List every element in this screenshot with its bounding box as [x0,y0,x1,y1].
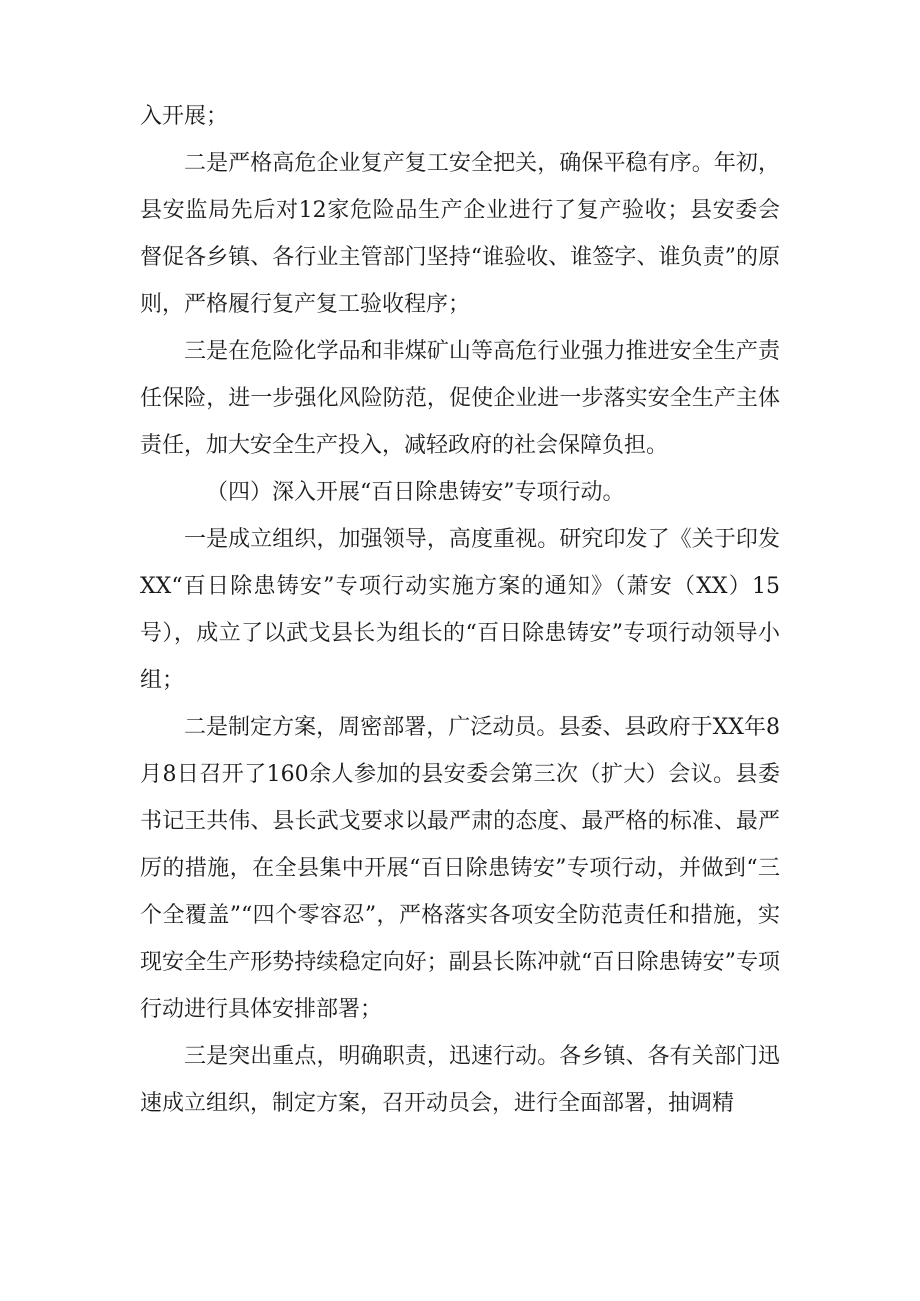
paragraph-continuation: 入开展； [140,104,229,129]
paragraph-item-three-action: 三是突出重点，明确职责，迅速行动。各乡镇、各有关部门迅速成立组织，制定方案，召开动员会，进行全面部署，抽调精 [140,1044,780,1116]
paragraph-item-two-plan: 二是制定方案，周密部署，广泛动员。县委、县政府于XX年8月8日召开了160余人参加的县安委会第三次（扩大）会议。县委书记王共伟、县长武戈要求以最严肃的态度、最严格的标准、最严厉的措施，在全县集中开展“百日除患铸安”专项行动，并做到“三个全覆盖”“四个零容忍”，严格落实各项安全防范责任和措施，实现安全生产形势持续稳定向好；副县长陈冲就“百日除患铸安”专项行动进行具体安排部署； [140,715,780,1022]
paragraph-item-one-organization: 一是成立组织，加强领导，高度重视。研究印发了《关于印发XX“百日除患铸安”专项行动实施方案的通知》（萧安（XX）15号），成立了以武戈县长为组长的“百日除患铸安”专项行动领导小组； [140,527,780,693]
paragraph-item-three-insurance: 三是在危险化学品和非煤矿山等高危行业强力推进安全生产责任保险，进一步强化风险防范，促使企业进一步落实安全生产主体责任，加大安全生产投入，减轻政府的社会保障负担。 [140,339,780,458]
document-body [140,93,780,1127]
section-heading-four: （四）深入开展“百日除患铸安”专项行动。 [206,480,625,505]
paragraph-item-two-resumption: 二是严格高危企业复产复工安全把关，确保平稳有序。年初，县安监局先后对12家危险品生产企业进行了复产验收；县安委会督促各乡镇、各行业主管部门坚持“谁验收、谁签字、谁负责”的原则，严格履行复产复工验收程序； [140,151,780,317]
